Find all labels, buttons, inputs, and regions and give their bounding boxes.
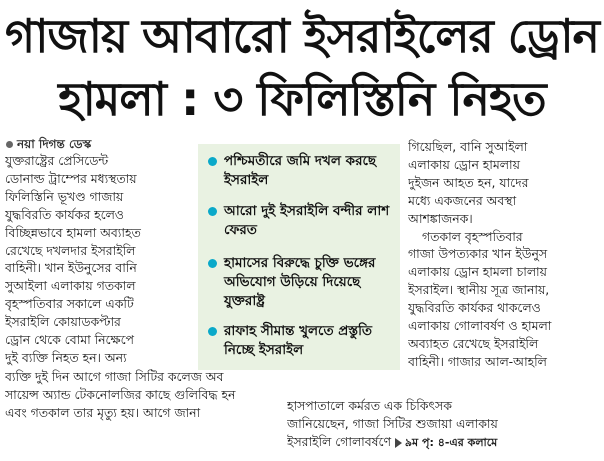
headline-line-2: হামলা : ৩ ফিলিস্তিনি নিহত	[58, 72, 546, 126]
text-line: ব্যক্তি দুই দিন আগে গাজা সিটির কলেজ অব	[5, 369, 224, 384]
highlight-text: হামাসের বিরুদ্ধে চুক্তি ভঙ্গের অভিযোগ উড়িয়ে দিয়েছে যুক্তরাষ্ট্র	[224, 255, 376, 309]
text-line: সুআইলা এলাকায় গতকাল	[5, 278, 136, 294]
text-line: দুইজন আহত হন, যাদের	[408, 174, 529, 190]
text-line: এলাকায় ড্রোন হামলা চালায়	[408, 264, 547, 280]
text-line: এলাকায় ড্রোন হামলায়	[408, 156, 520, 172]
highlight-item	[208, 322, 398, 360]
text-line: যুদ্ধবিরতি কার্যকর হলেও	[5, 206, 124, 222]
bullet-icon	[208, 327, 217, 336]
text-line: বাহিনী। গাজার আল-আহলি	[408, 353, 547, 369]
highlight-text: পশ্চিমতীরে জমি দখল করছে ইসরাইল	[224, 153, 377, 188]
continuation-jump	[395, 436, 497, 449]
bullet-icon	[208, 207, 217, 216]
highlight-item	[208, 152, 398, 190]
text-line: গিয়েছিল, বানি সুআইলা	[408, 139, 528, 154]
right-column	[408, 138, 600, 371]
triangle-right-icon	[395, 438, 402, 448]
text-line: ডোনাল্ড ট্রাম্পের মধ্যস্থতায়	[5, 170, 137, 186]
text-line: এলাকায় গোলাবর্ষণ ও হামলা	[408, 318, 552, 334]
text-line: গতকাল বৃহস্পতিবার	[422, 228, 523, 244]
text-line: ফিলিস্তিনি ভূখণ্ড গাজায়	[5, 188, 124, 204]
bottom-right-text	[287, 397, 600, 452]
text-line	[287, 433, 600, 452]
byline-text: নয়া দিগন্ত ডেস্ক	[17, 137, 92, 151]
highlight-text: রাফাহ সীমান্ত খুলতে প্রস্তুতি নিচ্ছে ইসরাইল	[224, 323, 373, 358]
text-line: রেখেছে দখলদার ইসরাইলি	[5, 242, 136, 258]
text-line: ইসরাইলি কোয়াডকপ্টার	[5, 314, 121, 330]
bottom-left-text	[5, 368, 280, 422]
bullet-icon	[208, 157, 217, 166]
text-fragment: ইসরাইলি গোলাবর্ষণে	[287, 433, 391, 449]
text-line: বিচ্ছিন্নভাবে হামলা অব্যাহত	[5, 224, 141, 240]
text-line: ড্রোন থেকে বোমা নিক্ষেপে	[5, 332, 134, 348]
text-line: বৃহস্পতিবার সকালে একটি	[5, 296, 134, 312]
text-line: যুদ্ধবিরতি কার্যকর থাকলেও	[408, 300, 541, 316]
text-line: যুক্তরাষ্ট্রের প্রেসিডেন্ট	[5, 153, 109, 168]
headline-line-1: গাজায় আবারো ইসরাইলের ড্রোন	[5, 9, 599, 63]
highlight-item	[208, 254, 398, 311]
text-line: সায়েন্স অ্যান্ড টেকনোলজির কাছে গুলিবিদ্ধ হন	[5, 386, 236, 402]
text-line: এবং গতকাল তার মৃত্যু হয়। আগে জানা	[5, 404, 201, 420]
jump-text: ৯ম পৃ: ৪-এর কলামে	[404, 435, 498, 449]
highlight-item	[208, 202, 398, 240]
text-line: গাজা উপত্যকার খান ইউনুস	[408, 246, 548, 262]
left-column	[5, 152, 195, 367]
text-line: বাহিনী। খান ইউনুসের বানি	[5, 260, 137, 276]
text-line: জানিয়েছেন, গাজা সিটির শুজায়া এলাকায়	[287, 415, 498, 431]
text-line: দুই ব্যক্তি নিহত হন। অন্য	[5, 349, 127, 365]
text-line: অব্যাহত রেখেছে ইসরাইলি	[408, 335, 539, 351]
highlight-text: আরো দুই ইসরাইলি বন্দীর লাশ ফেরত	[224, 203, 390, 238]
byline-bullet-icon	[6, 141, 13, 148]
bullet-icon	[208, 259, 217, 268]
highlights-box	[198, 144, 400, 370]
text-line: হাসপাতালে কর্মরত এক চিকিৎসক	[287, 398, 452, 413]
text-line: আশঙ্কাজনক।	[408, 210, 473, 226]
text-line: মধ্যে একজনের অবস্থা	[408, 192, 517, 208]
text-line: ইসরাইল। স্থানীয় সূত্র জানায়,	[408, 282, 550, 298]
